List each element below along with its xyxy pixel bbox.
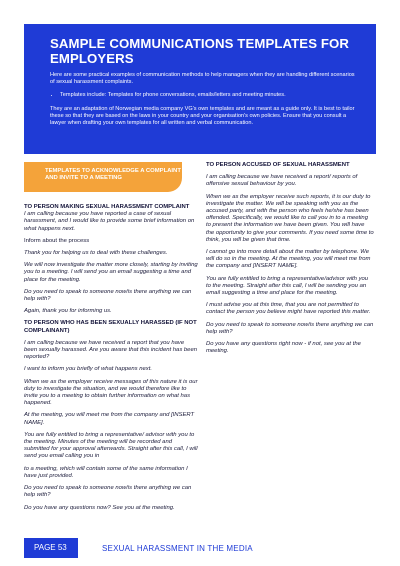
- script-paragraph: Do you have any questions right now - if not, see you at the meeting.: [206, 341, 361, 355]
- page-number: PAGE 53: [24, 538, 78, 558]
- section-heading: TO PERSON WHO HAS BEEN SEXUALLY HARASSED (IF NOT COMPLAINANT): [24, 320, 197, 334]
- page-title: SAMPLE COMMUNICATIONS TEMPLATES FOR EMPLOYERS: [50, 36, 349, 66]
- script-paragraph: At the meeting, you will meet me from the company and [INSERT NAME].: [24, 412, 195, 426]
- script-paragraph: I am calling because we have received a report that you have been sexually harassed. Are you aware that this incident has been reported?: [24, 339, 198, 361]
- script-paragraph: Do you need to speak to someone now/is there anything we can help with?: [206, 321, 374, 335]
- script-paragraph: I am calling because we have received a report/ reports of offensive sexual behaviour by you.: [206, 174, 358, 188]
- right-column: [206, 162, 374, 355]
- intro-paragraph: Here are some practical examples of communication methods to help managers when they are handling different scenarios of sexual harassment complaints.: [50, 72, 355, 86]
- publication-title: SEXUAL HARASSMENT IN THE MEDIA: [102, 543, 253, 553]
- page-footer: [24, 538, 376, 558]
- template-list: [50, 92, 359, 99]
- script-paragraph: I want to inform you briefly of what happens next.: [24, 366, 153, 373]
- script-paragraph: Again, thank you for informing us.: [24, 308, 112, 315]
- script-paragraph: Do you need to speak to someone now/is there anything we can help with?: [24, 288, 192, 303]
- script-paragraph: When we as the employer receive messages of this nature it is our duty to investigate the situation, and we would therefore like to invite you to a meeting to obtain further information on what has happened.: [24, 378, 198, 407]
- script-paragraph: I must advise you at this time, that you are not permitted to contact the person you believe might have reported this matter.: [206, 302, 371, 316]
- script-paragraph: Do you have any questions now? See you at the meeting.: [24, 504, 175, 511]
- header-banner: [24, 24, 376, 154]
- script-paragraph: You are fully entitled to bring a representative/ advisor with you to the meeting. Minutes of the meeting will be recorded and submitted for your approval afterwards. Straight after this call, I will send you email calling you in: [24, 431, 198, 460]
- script-paragraph: Do you need to speak to someone now/is there anything we can help with?: [24, 485, 192, 499]
- section-heading: TO PERSON ACCUSED OF SEXUAL HARASSMENT: [206, 162, 350, 168]
- section-heading: TO PERSON MAKING SEXUAL HARASSMENT COMPLAINT: [24, 204, 190, 210]
- script-paragraph: When we as the employer receive such reports, it is our duty to investigate the matter. We will be speaking with you as the accused party, and with the person who feels he/she has been offended. Specifically, we would like to call you in to a meeting to present the information we have been given. You will have the opportunity to give your comments. If you need some time to think, you will be given that time.: [206, 193, 374, 243]
- script-paragraph: We will now investigate the matter more closely, starting by inviting you to a meeting. I will send you an email suggesting a time and place for the meeting.: [24, 262, 198, 283]
- script-paragraph: You are fully entitled to bring a representative/advisor with you to the meeting. Straight after this call, I will be sending you an email suggesting a time and place for the meeting.: [206, 275, 369, 297]
- section-tab: TEMPLATES TO ACKNOWLEDGE A COMPLAINT AND INVITE TO A MEETING: [24, 162, 182, 192]
- script-paragraph: Thank you for helping us to deal with these challenges.: [24, 250, 168, 257]
- script-paragraph: I cannot go into more detail about the matter by telephone. We will do so in the meeting. At the meeting, you will meet me from the company and [INSERT NAME].: [206, 249, 371, 270]
- instruction-paragraph: Inform about the process: [24, 237, 90, 244]
- script-paragraph: to a meeting, which will contain some of the same information I have just provided.: [24, 465, 188, 479]
- script-paragraph: I am calling because you have reported a case of sexual harassment, and I would like to provide some brief information on what happens next.: [24, 211, 195, 232]
- left-column: [24, 162, 198, 512]
- template-list-item: • Templates include: Templates for phone conversations, emails/letters and meeting minutes.: [60, 92, 359, 99]
- adaptation-paragraph: They are an adaptation of Norwegian media company VG's own templates and are meant as a guide only. It is best to tailor these so that they are based on the laws in your country and your organisation's own policies. Ensure that you consult a lawyer when drafting your own templates for all written and verbal communication.: [50, 105, 355, 127]
